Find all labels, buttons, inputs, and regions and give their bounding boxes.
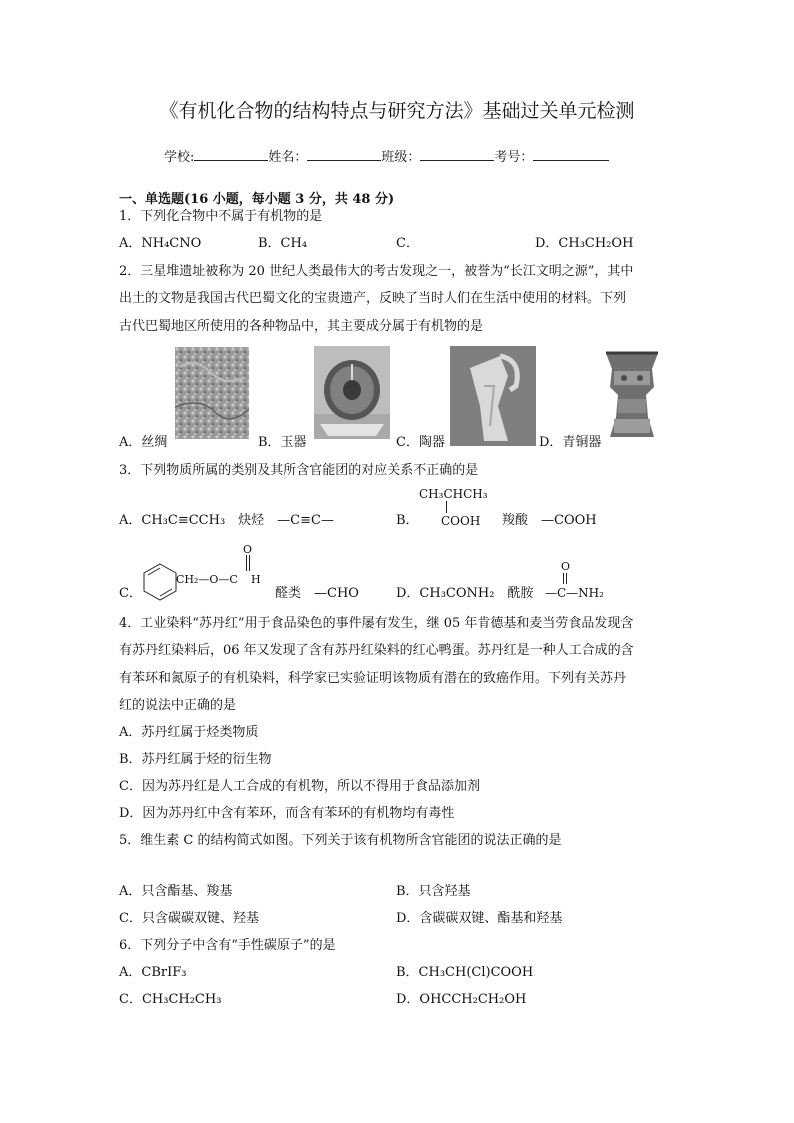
jade-photo — [314, 346, 390, 439]
q1-option-d: D．CH₃CH₂OH — [535, 236, 634, 251]
q3-option-b-label: B． — [396, 513, 419, 528]
q6-option-d: D．OHCCH₂CH₂OH — [396, 992, 527, 1007]
q4-line3: 有苯环和氮原子的有机染料，科学家已实验证明该物质有潜在的致癌作用。下列有关苏丹 — [119, 671, 627, 686]
student-info — [164, 146, 609, 165]
q5-option-d: D．含碳碳双键、酯基和羟基 — [396, 911, 563, 926]
q3-option-a: A．CH₃C≡CCH₃ 炔烃 —C≡C— — [119, 513, 334, 528]
q3-d-double-bond — [563, 573, 567, 584]
q4-option-c: C．因为苏丹红是人工合成的有机物，所以不得用于食品添加剂 — [119, 779, 480, 794]
section-header: 一、单选题(16 小题，每小题 3 分，共 48 分) — [119, 192, 395, 207]
q5-option-a: A．只含酯基、羧基 — [119, 884, 233, 899]
pottery-photo — [450, 346, 536, 446]
class-blank[interactable] — [420, 148, 494, 161]
school-label: 学校: — [164, 150, 195, 165]
school-blank[interactable] — [194, 148, 268, 161]
q3-d-oxygen: O — [561, 560, 571, 573]
number-blank[interactable] — [533, 148, 609, 161]
q1-option-b: B．CH₄ — [258, 236, 308, 251]
q6-option-a: A．CBrIF₃ — [119, 965, 187, 980]
q2-line1: 2．三星堆遗址被称为 20 世纪人类最伟大的考古发现之一，被誉为“长江文明之源”，其中 — [119, 264, 634, 279]
q2-line3: 古代巴蜀地区所使用的各种物品中，其主要成分属于有机物的是 — [119, 319, 484, 334]
q3-b-class: 羧酸 —COOH — [502, 513, 597, 528]
q2-option-a: A．丝绸 — [119, 435, 168, 450]
benzene-ring-icon — [140, 562, 180, 602]
q3-d-group: —C—NH₂ — [545, 586, 604, 600]
q5-stem: 5．维生素 C 的结构简式如图。下列关于该有机物所含官能团的说法正确的是 — [119, 833, 562, 848]
q5-option-c: C．只含碳碳双键、羟基 — [119, 911, 259, 926]
q4-option-b: B．苏丹红属于烃的衍生物 — [119, 752, 272, 767]
name-blank[interactable] — [307, 148, 381, 161]
q3-stem: 3．下列物质所属的类别及其所含官能团的对应关系不正确的是 — [119, 463, 479, 478]
q4-option-a: A．苏丹红属于烃类物质 — [119, 725, 259, 740]
q2-line2: 出土的文物是我国古代巴蜀文化的宝贵遗产，反映了当时人们在生活中使用的材料。下列 — [119, 291, 627, 306]
number-label: 考号： — [494, 150, 534, 165]
q4-line2: 有苏丹红染料后，06 年又发现了含有苏丹红染料的红心鸭蛋。苏丹红是一种人工合成的含 — [119, 643, 634, 658]
silk-photo — [175, 347, 249, 439]
class-label: 班级： — [381, 150, 421, 165]
q4-line4: 红的说法中正确的是 — [119, 698, 237, 713]
q1-option-c: C． — [396, 236, 419, 251]
q2-option-b: B．玉器 — [258, 435, 307, 450]
q3-b-structure-bottom: COOH — [441, 514, 481, 528]
q3-c-class: 醛类 —CHO — [275, 586, 359, 601]
q6-option-c: C．CH₃CH₂CH₃ — [119, 992, 222, 1007]
q3-c-oxygen: O — [243, 543, 253, 556]
q6-stem: 6．下列分子中含有“手性碳原子”的是 — [119, 938, 336, 953]
q3-b-structure-top: CH₃CHCH₃ — [419, 487, 488, 501]
name-label: 姓名： — [268, 150, 308, 165]
q2-option-c: C．陶器 — [396, 435, 445, 450]
q3-option-c-label: C． — [119, 586, 142, 601]
q6-option-b: B．CH₃CH(Cl)COOH — [396, 965, 534, 980]
q2-option-d: D．青铜器 — [539, 435, 602, 450]
q3-c-chain: CH₂—O—C — [176, 573, 238, 586]
q3-c-hydrogen: H — [251, 573, 261, 586]
q4-option-d: D．因为苏丹红中含有苯环，而含有苯环的有机物均有毒性 — [119, 806, 455, 821]
q1-option-a: A．NH₄CNO — [119, 236, 202, 251]
q5-option-b: B．只含羟基 — [396, 884, 471, 899]
q3-option-d: D．CH₃CONH₂ 酰胺 — [396, 586, 534, 601]
page-title: 《有机化合物的结构特点与研究方法》基础过关单元检测 — [159, 100, 635, 122]
bronze-photo — [600, 347, 664, 443]
q3-b-bond — [446, 501, 447, 513]
q3-c-double-bond — [246, 555, 250, 571]
q4-line1: 4．工业染料“苏丹红”用于食品染色的事件屡有发生，继 05 年肯德基和麦当劳食品发现含 — [119, 616, 634, 631]
q1-stem: 1．下列化合物中不属于有机物的是 — [119, 209, 323, 224]
